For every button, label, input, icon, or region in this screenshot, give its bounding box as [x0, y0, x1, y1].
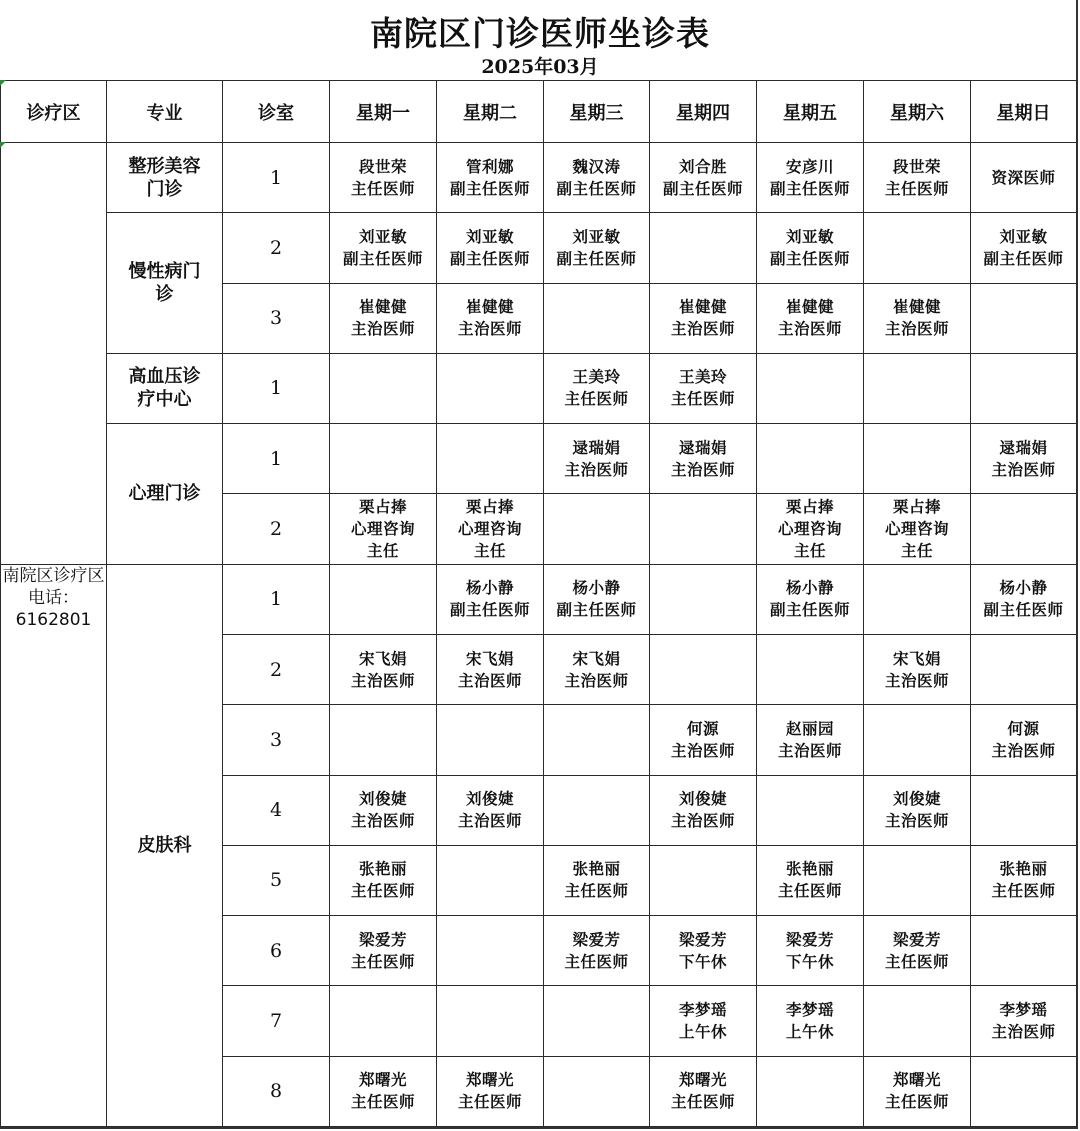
room-number: 1 [223, 143, 330, 213]
schedule-cell [650, 1056, 757, 1126]
doctor-title: 主治医师 [777, 741, 842, 760]
specialty-name: 慢性病门诊 [128, 261, 201, 306]
doctor-name: 梁爱芳 [892, 930, 941, 949]
schedule-cell [650, 494, 757, 564]
schedule-cell [544, 564, 650, 634]
room-number: 3 [223, 283, 330, 353]
doctor-title: 副主任医师 [449, 179, 530, 198]
area-name-line1 [1, 565, 106, 587]
doctor-title: 主任 [793, 542, 826, 561]
schedule-cell [544, 143, 650, 213]
schedule-cell [971, 424, 1077, 494]
doctor-name: 张艳丽 [358, 860, 407, 879]
schedule-cell [650, 283, 757, 353]
doctor-name: 赵丽园 [785, 719, 834, 738]
schedule-cell [971, 1056, 1077, 1126]
doctor-title: 主治医师 [564, 460, 629, 479]
doctor-name: 管利娜 [465, 157, 514, 176]
doctor-name: 安彦川 [785, 157, 834, 176]
schedule-cell [971, 986, 1077, 1056]
schedule-cell [330, 705, 437, 775]
schedule-cell [971, 283, 1077, 353]
header-day: 星期五 [757, 81, 864, 143]
area-phone: 6162801 [15, 609, 92, 630]
doctor-name: 资深医师 [991, 168, 1056, 187]
doctor-name: 李梦瑶 [785, 1001, 834, 1020]
specialty-cell [107, 564, 223, 1126]
doctor-title: 主任医师 [884, 952, 949, 971]
schedule-cell [437, 845, 544, 915]
doctor-name: 梁爱芳 [358, 930, 407, 949]
schedule-cell [971, 845, 1077, 915]
schedule-cell [971, 494, 1077, 564]
schedule-cell [544, 424, 650, 494]
header-row [1, 81, 1077, 143]
doctor-title: 主任医师 [884, 179, 949, 198]
schedule-cell [330, 353, 437, 423]
header-room: 诊室 [223, 81, 330, 143]
doctor-name: 梁爱芳 [678, 930, 727, 949]
table-row [1, 353, 1077, 423]
room-number: 3 [223, 705, 330, 775]
doctor-name: 崔健健 [465, 298, 514, 317]
schedule-cell [330, 634, 437, 704]
doctor-title: 下午休 [785, 952, 834, 971]
schedule-cell [971, 143, 1077, 213]
specialty-cell [107, 424, 223, 565]
doctor-title: 副主任医师 [769, 249, 850, 268]
doctor-name: 宋飞娟 [465, 649, 514, 668]
schedule-cell [757, 143, 864, 213]
table-row [1, 424, 1077, 494]
doctor-name: 王美玲 [678, 368, 727, 387]
schedule-cell [971, 213, 1077, 283]
doctor-title: 主任 [473, 542, 506, 561]
schedule-cell [650, 143, 757, 213]
doctor-name: 逯瑞娟 [999, 438, 1048, 457]
doctor-name: 何源 [1007, 719, 1040, 738]
doctor-name: 崔健健 [785, 298, 834, 317]
area-cell-blank [1, 143, 107, 565]
schedule-cell [864, 283, 971, 353]
doctor-title: 上午休 [678, 1023, 727, 1042]
schedule-cell [437, 986, 544, 1056]
doctor-name: 何源 [686, 719, 719, 738]
schedule-cell [437, 916, 544, 986]
doctor-title: 主任 [366, 542, 399, 561]
area-phone-label: 电话： [28, 587, 79, 608]
schedule-cell [864, 143, 971, 213]
area-name: 南院区诊疗区 [2, 565, 105, 586]
schedule-cell [864, 564, 971, 634]
schedule-cell [330, 143, 437, 213]
doctor-title: 副主任医师 [449, 601, 530, 620]
schedule-cell [864, 353, 971, 423]
header-day: 星期三 [544, 81, 650, 143]
doctor-title: 主任医师 [564, 952, 629, 971]
specialty-name: 整形美容门诊 [128, 155, 201, 200]
doctor-title: 心理咨询 [884, 520, 949, 539]
doctor-title: 副主任医师 [769, 179, 850, 198]
doctor-name: 刘俊婕 [465, 790, 514, 809]
doctor-title: 主任医师 [350, 179, 415, 198]
doctor-name: 刘亚敏 [785, 227, 834, 246]
schedule-cell [330, 916, 437, 986]
schedule-cell [330, 424, 437, 494]
doctor-title: 主任医师 [564, 882, 629, 901]
doctor-title: 主治医师 [457, 320, 522, 339]
header-day: 星期日 [971, 81, 1077, 143]
schedule-cell [864, 986, 971, 1056]
room-number: 1 [223, 353, 330, 423]
schedule-cell [437, 1056, 544, 1126]
schedule-cell [757, 986, 864, 1056]
schedule-cell [437, 283, 544, 353]
schedule-cell [864, 775, 971, 845]
doctor-name: 栗占捧 [785, 498, 834, 517]
doctor-title: 副主任医师 [556, 249, 637, 268]
schedule-cell [757, 564, 864, 634]
doctor-name: 郑曙光 [892, 1071, 941, 1090]
doctor-title: 主治医师 [350, 812, 415, 831]
doctor-title: 主治医师 [457, 812, 522, 831]
doctor-title: 主任医师 [350, 952, 415, 971]
schedule-cell [971, 705, 1077, 775]
schedule-cell [757, 705, 864, 775]
doctor-name: 刘亚敏 [572, 227, 621, 246]
doctor-title: 主治医师 [670, 460, 735, 479]
doctor-title: 主任医师 [991, 882, 1056, 901]
schedule-cell [864, 494, 971, 564]
specialty-cell [107, 213, 223, 354]
doctor-title: 主任医师 [670, 390, 735, 409]
doctor-name: 王美玲 [572, 368, 621, 387]
doctor-name: 宋飞娟 [892, 649, 941, 668]
doctor-name: 杨小静 [999, 579, 1048, 598]
doctor-name: 刘合胜 [678, 157, 727, 176]
schedule-cell [330, 213, 437, 283]
page-title: 南院区门诊医师坐诊表 [370, 14, 710, 53]
doctor-title: 主任医师 [670, 1093, 735, 1112]
room-number: 6 [223, 916, 330, 986]
doctor-name: 刘亚敏 [465, 227, 514, 246]
schedule-cell [330, 1056, 437, 1126]
doctor-name: 郑曙光 [465, 1071, 514, 1090]
room-number: 5 [223, 845, 330, 915]
doctor-title: 主任医师 [457, 1093, 522, 1112]
doctor-name: 栗占捧 [465, 498, 514, 517]
doctor-title: 主任医师 [350, 1093, 415, 1112]
room-number: 1 [223, 424, 330, 494]
schedule-cell [864, 705, 971, 775]
schedule-cell [544, 1056, 650, 1126]
schedule-cell [757, 494, 864, 564]
area-cell [1, 564, 107, 1126]
doctor-title: 主治医师 [991, 741, 1056, 760]
doctor-name: 杨小静 [572, 579, 621, 598]
doctor-name: 刘俊婕 [358, 790, 407, 809]
schedule-cell [330, 494, 437, 564]
schedule-cell [971, 916, 1077, 986]
schedule-cell [650, 916, 757, 986]
doctor-title: 副主任医师 [662, 179, 743, 198]
schedule-cell [330, 564, 437, 634]
schedule-cell [864, 845, 971, 915]
doctor-title: 主治医师 [991, 460, 1056, 479]
doctor-title: 主治医师 [884, 812, 949, 831]
schedule-cell [544, 705, 650, 775]
doctor-title: 心理咨询 [777, 520, 842, 539]
doctor-title: 主任医师 [350, 882, 415, 901]
header-specialty: 专业 [107, 81, 223, 143]
schedule-table [0, 80, 1077, 1127]
schedule-cell [544, 283, 650, 353]
doctor-title: 心理咨询 [457, 520, 522, 539]
schedule-cell [437, 564, 544, 634]
table-row [1, 564, 1077, 634]
doctor-name: 郑曙光 [358, 1071, 407, 1090]
doctor-title: 副主任医师 [449, 249, 530, 268]
doctor-title: 主任医师 [884, 1093, 949, 1112]
doctor-name: 崔健健 [358, 298, 407, 317]
header-day: 星期六 [864, 81, 971, 143]
doctor-name: 刘亚敏 [358, 227, 407, 246]
room-number: 2 [223, 494, 330, 564]
room-number: 2 [223, 213, 330, 283]
doctor-title: 下午休 [678, 952, 727, 971]
doctor-title: 主任 [900, 542, 933, 561]
schedule-cell [971, 634, 1077, 704]
schedule-cell [544, 494, 650, 564]
room-number: 2 [223, 634, 330, 704]
schedule-cell [757, 845, 864, 915]
doctor-name: 刘俊婕 [892, 790, 941, 809]
schedule-cell [544, 775, 650, 845]
doctor-title: 主任医师 [564, 390, 629, 409]
doctor-title: 主治医师 [350, 320, 415, 339]
doctor-name: 李梦瑶 [999, 1001, 1048, 1020]
schedule-cell [864, 916, 971, 986]
schedule-cell [650, 986, 757, 1056]
specialty-cell [107, 143, 223, 213]
doctor-title: 主治医师 [350, 671, 415, 690]
specialty-cell [107, 353, 223, 423]
doctor-name: 张艳丽 [999, 860, 1048, 879]
table-row [1, 213, 1077, 283]
doctor-name: 杨小静 [465, 579, 514, 598]
room-number: 1 [223, 564, 330, 634]
schedule-cell [757, 1056, 864, 1126]
schedule-cell [757, 916, 864, 986]
schedule-cell [971, 564, 1077, 634]
table-row [1, 143, 1077, 213]
schedule-cell [437, 705, 544, 775]
schedule-cell [437, 424, 544, 494]
schedule-cell [650, 424, 757, 494]
schedule-cell [437, 143, 544, 213]
schedule-cell [864, 634, 971, 704]
doctor-name: 张艳丽 [572, 860, 621, 879]
doctor-title: 主治医师 [670, 812, 735, 831]
doctor-title: 心理咨询 [350, 520, 415, 539]
schedule-cell [864, 424, 971, 494]
schedule-cell [757, 634, 864, 704]
room-number: 4 [223, 775, 330, 845]
doctor-title: 副主任医师 [556, 601, 637, 620]
schedule-cell [544, 986, 650, 1056]
schedule-cell [544, 213, 650, 283]
doctor-title: 副主任医师 [983, 601, 1064, 620]
doctor-title: 主治医师 [564, 671, 629, 690]
doctor-title: 副主任医师 [342, 249, 423, 268]
doctor-name: 段世荣 [892, 157, 941, 176]
specialty-name: 高血压诊疗中心 [128, 366, 201, 411]
doctor-title: 主治医师 [884, 671, 949, 690]
schedule-cell [437, 213, 544, 283]
corner-mark [0, 142, 6, 148]
doctor-title: 主治医师 [884, 320, 949, 339]
doctor-name: 崔健健 [892, 298, 941, 317]
room-number: 8 [223, 1056, 330, 1126]
schedule-cell [437, 494, 544, 564]
schedule-cell [650, 705, 757, 775]
schedule-cell [437, 353, 544, 423]
doctor-name: 逯瑞娟 [678, 438, 727, 457]
schedule-cell [757, 353, 864, 423]
doctor-title: 主治医师 [457, 671, 522, 690]
doctor-name: 刘俊婕 [678, 790, 727, 809]
doctor-title: 主治医师 [777, 320, 842, 339]
schedule-cell [544, 845, 650, 915]
schedule-cell [650, 634, 757, 704]
schedule-cell [330, 986, 437, 1056]
specialty-name: 皮肤科 [137, 834, 192, 856]
header-day: 星期四 [650, 81, 757, 143]
room-number: 7 [223, 986, 330, 1056]
schedule-cell [437, 775, 544, 845]
doctor-name: 宋飞娟 [358, 649, 407, 668]
schedule-cell [971, 353, 1077, 423]
doctor-title: 副主任医师 [983, 249, 1064, 268]
doctor-name: 宋飞娟 [572, 649, 621, 668]
doctor-name: 张艳丽 [785, 860, 834, 879]
schedule-cell [650, 775, 757, 845]
header-day: 星期一 [330, 81, 437, 143]
schedule-cell [757, 775, 864, 845]
specialty-name: 心理门诊 [128, 483, 201, 505]
doctor-title: 主治医师 [991, 1023, 1056, 1042]
doctor-name: 杨小静 [785, 579, 834, 598]
schedule-cell [544, 353, 650, 423]
page-subtitle: 2025年03月 [481, 56, 599, 78]
schedule-cell [757, 283, 864, 353]
schedule-cell [437, 634, 544, 704]
doctor-title: 主治医师 [670, 741, 735, 760]
schedule-cell [330, 845, 437, 915]
schedule-cell [971, 775, 1077, 845]
doctor-name: 李梦瑶 [678, 1001, 727, 1020]
doctor-title: 主任医师 [777, 882, 842, 901]
schedule-cell [650, 564, 757, 634]
doctor-title: 上午休 [785, 1023, 834, 1042]
doctor-name: 栗占捧 [358, 498, 407, 517]
corner-mark [0, 80, 6, 86]
schedule-cell [757, 213, 864, 283]
schedule-cell [864, 213, 971, 283]
schedule-cell [544, 916, 650, 986]
doctor-title: 副主任医师 [556, 179, 637, 198]
schedule-cell [544, 634, 650, 704]
schedule-cell [864, 1056, 971, 1126]
schedule-cell [757, 424, 864, 494]
schedule-cell [650, 845, 757, 915]
schedule-cell [330, 775, 437, 845]
schedule-cell [650, 213, 757, 283]
doctor-title: 主治医师 [670, 320, 735, 339]
doctor-title: 副主任医师 [769, 601, 850, 620]
doctor-name: 段世荣 [358, 157, 407, 176]
doctor-name: 逯瑞娟 [572, 438, 621, 457]
header-area: 诊疗区 [1, 81, 107, 143]
header-day: 星期二 [437, 81, 544, 143]
schedule-cell [650, 353, 757, 423]
doctor-name: 梁爱芳 [785, 930, 834, 949]
doctor-name: 栗占捧 [892, 498, 941, 517]
doctor-name: 郑曙光 [678, 1071, 727, 1090]
doctor-name: 梁爱芳 [572, 930, 621, 949]
doctor-name: 崔健健 [678, 298, 727, 317]
schedule-cell [330, 283, 437, 353]
doctor-name: 刘亚敏 [999, 227, 1048, 246]
doctor-name: 魏汉涛 [572, 157, 621, 176]
